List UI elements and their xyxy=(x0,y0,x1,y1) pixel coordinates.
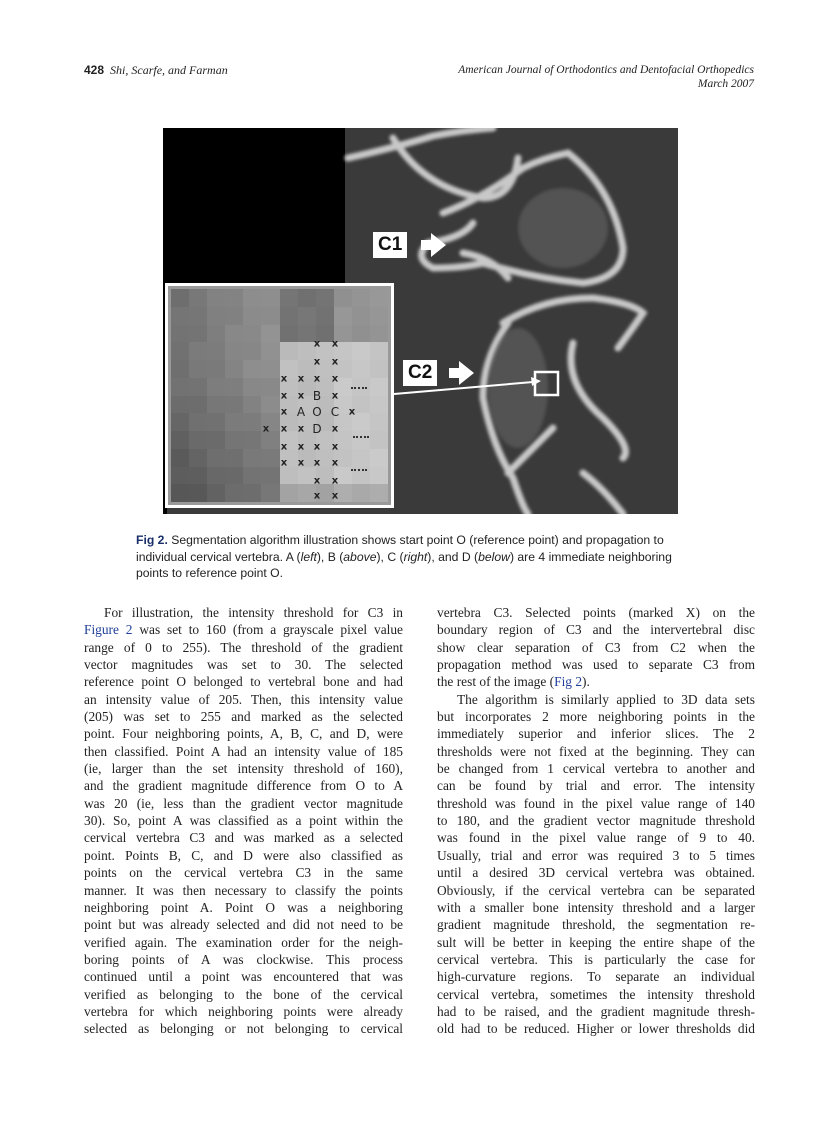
pixel-cell xyxy=(352,360,370,378)
text-segment: was found in the pixel value range of 9 to 40. xyxy=(437,830,755,846)
pixel-cell xyxy=(243,449,261,467)
text-segment: (205) was set to 255 and marked as the selected xyxy=(84,709,403,725)
text-line xyxy=(84,656,403,673)
pixel-cell xyxy=(280,325,298,343)
caption-text: right xyxy=(403,549,428,564)
pixel-cell xyxy=(352,431,370,449)
pixel-cell xyxy=(316,289,334,307)
pixel-cell xyxy=(171,325,189,343)
text-line xyxy=(437,656,755,673)
dash-mark xyxy=(351,387,367,389)
selected-point-mark: x xyxy=(297,457,305,469)
text-line xyxy=(437,1020,755,1037)
selected-point-mark: x xyxy=(313,490,321,502)
caption-text: ), and D ( xyxy=(427,549,479,564)
text-line xyxy=(437,968,755,985)
text-line xyxy=(84,882,403,899)
page-number: 428 xyxy=(84,63,105,77)
text-line xyxy=(84,621,403,638)
text-line xyxy=(437,899,755,916)
text-segment: had to be raised, and the gradient magnitude thresh- xyxy=(437,1003,755,1019)
figure-link[interactable]: Figure 2 xyxy=(84,622,133,638)
text-line xyxy=(437,725,755,742)
text-segment: propagation method was used to separate C3 from xyxy=(437,657,755,673)
text-segment: with a smaller bone intensity threshold and a larger xyxy=(437,899,755,915)
selected-point-mark: x xyxy=(331,490,339,502)
pixel-cell xyxy=(261,325,279,343)
pixel-cell xyxy=(352,449,370,467)
caption-text: Segmentation algorithm illustration shows start point O (reference point) and propagation to individual cervical vertebra. A ( xyxy=(136,533,664,564)
text-segment: verified as belonging to the bone of the cervical xyxy=(84,986,403,1002)
point-label-O: O xyxy=(312,405,322,419)
text-line xyxy=(84,725,403,742)
text-segment: until a desired 3D cervical vertebra was obtained. xyxy=(437,865,755,881)
pixel-cell xyxy=(225,289,243,307)
text-segment: ). xyxy=(582,674,590,690)
point-label-D: D xyxy=(312,422,322,436)
text-line xyxy=(84,864,403,881)
dash-mark xyxy=(351,469,367,471)
pixel-cell xyxy=(243,378,261,396)
text-line xyxy=(84,847,403,864)
pixel-cell xyxy=(261,378,279,396)
pixel-cell xyxy=(370,413,388,431)
selected-point-mark: x xyxy=(297,390,305,402)
pixel-cell xyxy=(370,360,388,378)
text-segment: point but was already selected and did not need to be xyxy=(84,917,403,933)
selected-point-mark: x xyxy=(313,373,321,385)
text-segment: reference point O belonged to vertebral bone and had xyxy=(84,674,403,690)
text-segment: range of 0 to 255). The threshold of the gradient xyxy=(84,639,403,655)
selected-point-mark: x xyxy=(280,373,288,385)
point-label-C: C xyxy=(330,405,340,419)
pixel-cell xyxy=(370,449,388,467)
text-segment: then classified. Point A had an intensity value of 185 xyxy=(84,743,403,759)
text-segment: was set to 160 (from a grayscale pixel value xyxy=(132,622,403,638)
selected-point-mark: x xyxy=(331,373,339,385)
text-segment: threshold was found in the pixel value range of 140 xyxy=(437,795,755,811)
text-segment: point. Points B, C, and D were also classified as xyxy=(84,847,403,863)
pixel-cell xyxy=(334,307,352,325)
text-segment: continued until a point was encountered that was xyxy=(84,969,403,985)
pixel-cell xyxy=(261,307,279,325)
selected-point-mark: x xyxy=(313,475,321,487)
text-line xyxy=(437,986,755,1003)
text-line xyxy=(84,708,403,725)
pixel-cell xyxy=(352,289,370,307)
pixel-cell xyxy=(370,467,388,485)
caption-text: above xyxy=(343,549,377,564)
dash-mark xyxy=(353,436,369,438)
text-segment: points on the cervical vertebra C3 in the same xyxy=(84,865,403,881)
text-line xyxy=(84,760,403,777)
pixel-cell xyxy=(280,467,298,485)
pixel-cell xyxy=(243,307,261,325)
text-segment: show clear separation of C3 from C2 when the xyxy=(437,639,755,655)
pixel-cell xyxy=(225,396,243,414)
selected-point-mark: x xyxy=(297,373,305,385)
pixel-cell xyxy=(370,325,388,343)
pixel-cell xyxy=(189,467,207,485)
pixel-cell xyxy=(243,467,261,485)
selected-point-mark: x xyxy=(331,338,339,350)
text-line xyxy=(437,760,755,777)
running-header-left xyxy=(84,63,228,78)
figure-2-image xyxy=(163,128,678,514)
pixel-cell xyxy=(171,378,189,396)
selected-point-mark: x xyxy=(348,406,356,418)
pixel-cell xyxy=(171,431,189,449)
text-line xyxy=(84,777,403,794)
pixel-cell xyxy=(171,449,189,467)
text-line xyxy=(437,1003,755,1020)
point-label-A: A xyxy=(296,405,306,419)
text-line xyxy=(84,795,403,812)
selected-point-mark: x xyxy=(331,423,339,435)
pixel-cell xyxy=(370,307,388,325)
pixel-cell xyxy=(189,342,207,360)
text-segment: the rest of the image ( xyxy=(437,674,555,690)
text-line xyxy=(437,864,755,881)
text-segment: gradient magnitude threshold, the segmentation re- xyxy=(437,917,755,933)
text-segment: Usually, trial and error was required 3 to 5 times xyxy=(437,847,755,863)
selected-point-mark: x xyxy=(280,423,288,435)
pixel-cell xyxy=(189,289,207,307)
pixel-cell xyxy=(207,431,225,449)
pixel-cell xyxy=(261,484,279,502)
figure-caption xyxy=(136,532,706,582)
pixel-cell xyxy=(370,396,388,414)
selected-point-mark: x xyxy=(297,441,305,453)
text-line xyxy=(437,882,755,899)
text-line xyxy=(437,916,755,933)
text-segment: sult will be better in keeping the entire shape of the xyxy=(437,934,755,950)
pixel-cell xyxy=(243,342,261,360)
text-segment: 30). So, point A was classified as a point within the xyxy=(84,813,403,829)
body-column-right xyxy=(437,604,755,1038)
pixel-cell xyxy=(243,360,261,378)
pixel-cell xyxy=(225,342,243,360)
pixel-cell xyxy=(189,449,207,467)
selected-point-mark: x xyxy=(331,441,339,453)
text-segment: can be found by trial and error. The intensity xyxy=(437,778,755,794)
pixel-cell xyxy=(225,378,243,396)
pixel-cell xyxy=(207,360,225,378)
text-segment: cervical vertebra. This is particularly the case for xyxy=(437,951,755,967)
text-line xyxy=(84,1020,403,1037)
text-line xyxy=(437,847,755,864)
text-line xyxy=(437,951,755,968)
text-segment: manner. It was then necessary to classify the points xyxy=(84,882,403,898)
text-line xyxy=(84,639,403,656)
pixel-cell xyxy=(225,413,243,431)
text-line xyxy=(84,968,403,985)
pixel-cell xyxy=(207,396,225,414)
text-segment: (ie, larger than the set intensity threshold of 160), xyxy=(84,761,403,777)
pixel-cell xyxy=(207,467,225,485)
text-line xyxy=(84,743,403,760)
selected-point-mark: x xyxy=(313,441,321,453)
pixel-cell xyxy=(280,484,298,502)
pixel-cell xyxy=(171,467,189,485)
caption-text: left xyxy=(300,549,317,564)
caption-text: ) are 4 immediate neighboring points to reference point O. xyxy=(136,549,672,580)
text-segment: point. Four neighboring points, A, B, C, and D, were xyxy=(84,726,403,742)
pixel-cell xyxy=(189,413,207,431)
text-line xyxy=(437,934,755,951)
pixel-cell xyxy=(370,431,388,449)
text-line xyxy=(84,899,403,916)
pixel-cell xyxy=(352,307,370,325)
text-segment: immediately superior and inferior slices. The 2 xyxy=(437,726,755,742)
pixel-cell xyxy=(243,396,261,414)
pixel-cell xyxy=(171,396,189,414)
text-segment: old had to be reduced. Higher or lower thresholds did xyxy=(437,1021,755,1037)
pixel-cell xyxy=(171,342,189,360)
text-line xyxy=(84,812,403,829)
figure-link[interactable]: Fig 2 xyxy=(554,674,583,690)
text-segment: to 180, and the gradient vector magnitude threshold xyxy=(437,813,755,829)
text-line xyxy=(437,743,755,760)
pixel-cell xyxy=(243,431,261,449)
text-segment: The algorithm is similarly applied to 3D data sets xyxy=(457,691,755,707)
issue-date: March 2007 xyxy=(697,78,754,90)
pixel-cell xyxy=(261,449,279,467)
pixel-cell xyxy=(370,342,388,360)
pixel-cell xyxy=(261,289,279,307)
pixel-cell xyxy=(189,378,207,396)
pixel-cell xyxy=(352,342,370,360)
text-line xyxy=(84,604,403,621)
pixel-cell xyxy=(280,307,298,325)
selected-point-mark: x xyxy=(331,390,339,402)
text-line xyxy=(84,673,403,690)
pixel-cell xyxy=(261,342,279,360)
pixel-cell xyxy=(207,449,225,467)
pixel-cell xyxy=(225,484,243,502)
selected-point-mark: x xyxy=(297,423,305,435)
caption-label: Fig 2. xyxy=(136,533,168,547)
pixel-cell xyxy=(171,413,189,431)
pixel-cell xyxy=(298,307,316,325)
pixel-cell xyxy=(189,307,207,325)
pixel-cell xyxy=(225,431,243,449)
pixel-cell xyxy=(261,396,279,414)
pixel-cell xyxy=(207,484,225,502)
text-segment: For illustration, the intensity threshold for C3 in xyxy=(104,605,403,620)
text-line xyxy=(437,673,755,690)
pixel-cell xyxy=(207,307,225,325)
pixel-cell xyxy=(171,360,189,378)
journal-title: American Journal of Orthodontics and Dentofacial Orthopedics xyxy=(458,64,754,76)
pixel-cell xyxy=(225,467,243,485)
label-c1: C1 xyxy=(373,232,407,258)
pixel-cell xyxy=(225,325,243,343)
pixel-grid-inset xyxy=(165,283,394,508)
text-line xyxy=(437,604,755,621)
pixel-cell xyxy=(225,360,243,378)
pixel-cell xyxy=(207,325,225,343)
text-segment: thresholds were not fixed at the beginning. They can xyxy=(437,743,755,759)
pixel-cell xyxy=(334,289,352,307)
text-line xyxy=(437,691,755,708)
pixel-cell xyxy=(298,289,316,307)
pixel-cell xyxy=(370,484,388,502)
text-line xyxy=(437,777,755,794)
text-segment: but incorporates 2 more neighboring points in the xyxy=(437,709,755,725)
pixel-cell xyxy=(207,342,225,360)
caption-text: ), C ( xyxy=(376,549,404,564)
text-segment: vertebra C3. Selected points (marked X) on the xyxy=(437,605,755,620)
caption-text: ), B ( xyxy=(316,549,344,564)
text-segment: selected as belonging or not belonging to cervical xyxy=(84,1021,403,1037)
pixel-cell xyxy=(189,431,207,449)
selected-point-mark: x xyxy=(313,457,321,469)
text-segment: and the gradient magnitude difference from O to A xyxy=(84,778,403,794)
selected-point-mark: x xyxy=(262,423,270,435)
text-line xyxy=(84,1003,403,1020)
selected-point-mark: x xyxy=(331,457,339,469)
text-segment: cervical vertebra C3 and was marked as a selected xyxy=(84,830,403,846)
selected-point-mark: x xyxy=(331,475,339,487)
body-column-left xyxy=(84,604,403,1038)
pixel-cell xyxy=(352,484,370,502)
text-line xyxy=(437,639,755,656)
text-segment: boring points of A was clockwise. This process xyxy=(84,951,403,967)
text-segment: boundary region of C3 and the intervertebral disc xyxy=(437,622,755,638)
pixel-cell xyxy=(189,325,207,343)
text-line xyxy=(437,812,755,829)
selected-point-mark: x xyxy=(280,457,288,469)
pixel-cell xyxy=(171,307,189,325)
pixel-cell xyxy=(189,484,207,502)
text-line xyxy=(84,916,403,933)
pixel-cell xyxy=(171,484,189,502)
text-line xyxy=(84,934,403,951)
label-c2: C2 xyxy=(403,360,437,386)
pixel-cell xyxy=(207,378,225,396)
pixel-cell xyxy=(243,289,261,307)
authors: Shi, Scarfe, and Farman xyxy=(110,63,228,77)
text-line xyxy=(437,621,755,638)
text-line xyxy=(84,986,403,1003)
text-line xyxy=(84,829,403,846)
text-segment: verified again. The examination order for the neigh- xyxy=(84,934,403,950)
caption-text: below xyxy=(478,549,510,564)
text-line xyxy=(437,829,755,846)
pixel-cell xyxy=(243,484,261,502)
selected-point-mark: x xyxy=(280,406,288,418)
text-segment: an intensity value of 205. Then, this intensity value xyxy=(84,691,403,707)
point-label-B: B xyxy=(312,389,322,403)
pixel-cell xyxy=(207,289,225,307)
pixel-cell xyxy=(316,307,334,325)
selected-point-mark: x xyxy=(280,441,288,453)
pixel-cell xyxy=(280,342,298,360)
pixel-cell xyxy=(352,325,370,343)
text-line xyxy=(437,795,755,812)
text-segment: was 20 (ie, less than the gradient vector magnitude xyxy=(84,795,403,811)
running-header-right xyxy=(458,63,754,91)
pixel-cell xyxy=(171,289,189,307)
pixel-cell xyxy=(370,289,388,307)
selected-point-mark: x xyxy=(331,356,339,368)
text-segment: vector magnitudes was set to 30. The selected xyxy=(84,657,403,673)
text-line xyxy=(84,691,403,708)
pixel-cell xyxy=(207,413,225,431)
text-segment: be changed from 1 cervical vertebra to another and xyxy=(437,761,755,777)
pixel-cell xyxy=(261,360,279,378)
pixel-cell xyxy=(243,325,261,343)
pixel-cell xyxy=(370,378,388,396)
pixel-cell xyxy=(243,413,261,431)
text-segment: vertebra for which neighboring points were already xyxy=(84,1003,403,1019)
text-segment: Obviously, if the cervical vertebra can be separated xyxy=(437,882,755,898)
text-line xyxy=(84,951,403,968)
pixel-cell xyxy=(280,289,298,307)
text-segment: neighboring point A. Point O was a neighboring xyxy=(84,899,403,915)
selected-point-mark: x xyxy=(313,356,321,368)
pixel-cell xyxy=(225,449,243,467)
selected-point-mark: x xyxy=(313,338,321,350)
pixel-cell xyxy=(189,396,207,414)
selected-point-mark: x xyxy=(280,390,288,402)
pixel-cell xyxy=(261,467,279,485)
pixel-cell xyxy=(225,307,243,325)
pixel-cell xyxy=(189,360,207,378)
text-segment: cervical vertebra, sometimes the intensity threshold xyxy=(437,986,755,1002)
text-line xyxy=(437,708,755,725)
text-segment: high-curvature regions. To separate an individual xyxy=(437,969,755,985)
